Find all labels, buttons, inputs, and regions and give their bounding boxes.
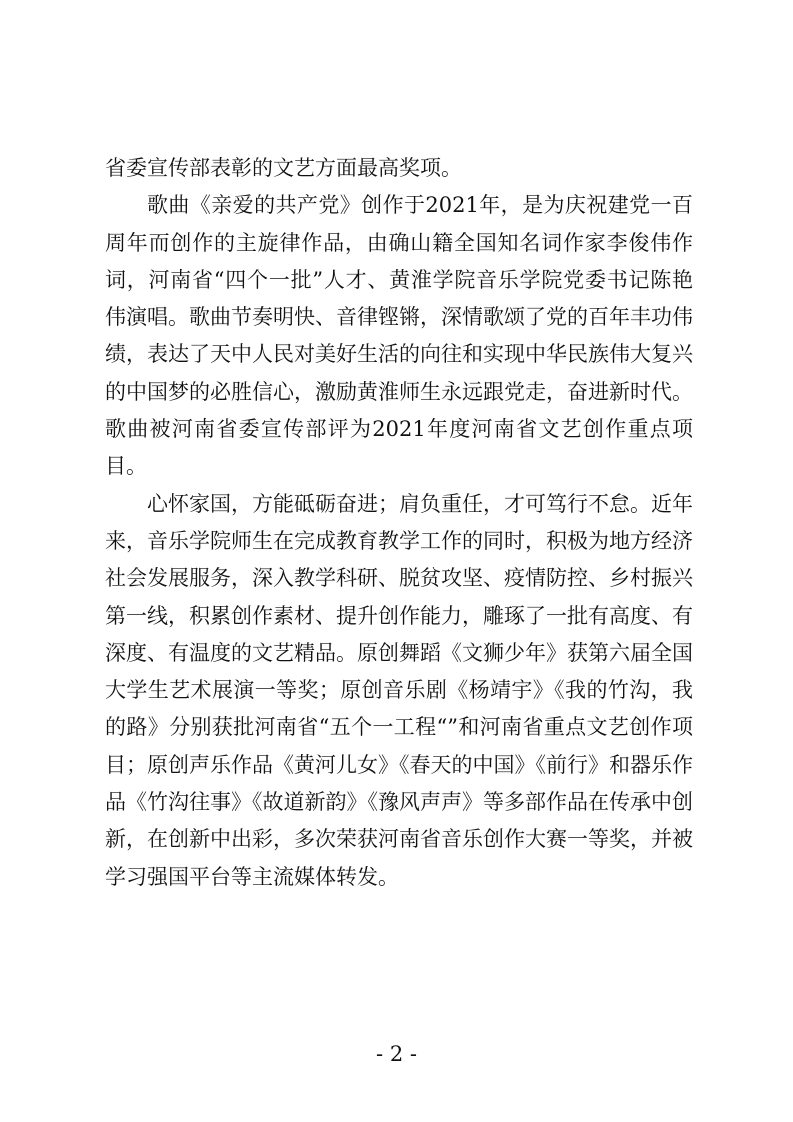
document-body	[105, 150, 693, 896]
paragraph-song-intro: 歌曲《亲爱的共产党》创作于2021年，是为庆祝建党一百周年而创作的主旋律作品，由确山籍全国知名词作家李俊伟作词，河南省“四个一批”人才、黄淮学院音乐学院党委书记陈艳伟演唱。歌曲节奏明快、音律铿锵，深情歌颂了党的百年丰功伟绩，表达了天中人民对美好生活的向往和实现中华民族伟大复兴的中国梦的必胜信心，激励黄淮师生永远跟党走，奋进新时代。歌曲被河南省委宣传部评为2021年度河南省文艺创作重点项目。	[105, 193, 693, 479]
paragraph-achievements: 心怀家国，方能砥砺奋进；肩负重任，才可笃行不怠。近年来，音乐学院师生在完成教育教学工作的同时，积极为地方经济社会发展服务，深入教学科研、脱贫攻坚、疫情防控、乡村振兴第一线，积累创作素材、提升创作能力，雕琢了一批有高度、有深度、有温度的文艺精品。原创舞蹈《文狮少年》获第六届全国大学生艺术展演一等奖；原创音乐剧《杨靖宇》《我的竹沟，我的路》分别获批河南省“五个一工程“”和河南省重点文艺创作项目；原创声乐作品《黄河儿女》《春天的中国》《前行》和器乐作品《竹沟往事》《故道新韵》《豫风声声》等多部作品在传承中创新，在创新中出彩，多次荣获河南省音乐创作大赛一等奖，并被学习强国平台等主流媒体转发。	[105, 491, 693, 889]
paragraph-continuation: 省委宣传部表彰的文艺方面最高奖项。	[105, 156, 462, 180]
page-number: - 2 -	[376, 1042, 417, 1066]
